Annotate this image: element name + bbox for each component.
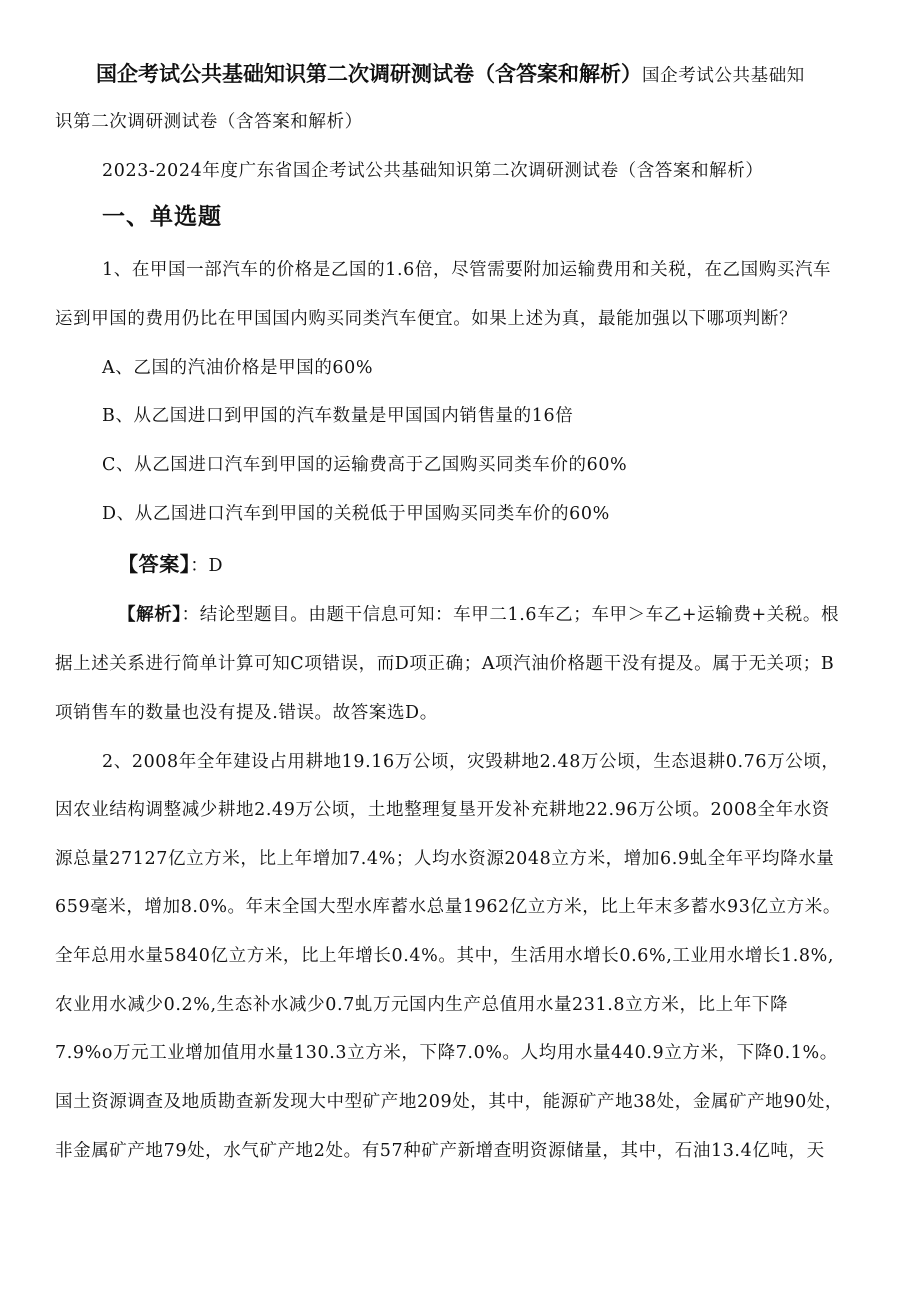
title-repeat-a: 国企考试公共基础知 [642,66,805,86]
q1-explanation-line-1 [118,603,839,627]
q2-line-5: 全年总用水量5840亿立方米，比上年增长0.4%。其中，生活用水增长0.6%,工业用水增长1.8%, [55,946,835,966]
answer-label: 【答案】 [118,552,191,576]
document-title [96,62,805,88]
title-main: 国企考试公共基础知识第二次调研测试卷（含答案和解析） [96,62,642,86]
q1-stem-line-1: 1、在甲国一部汽车的价格是乙国的1.6倍，尽管需要附加运输费用和关税，在乙国购买汽车 [102,260,832,280]
explanation-label: 【解析】 [118,605,182,625]
q2-line-7: 7.9%o万元工业增加值用水量130.3立方米，下降7.0%。人均用水量440.9立方米，下降0.1%。 [55,1043,838,1063]
q1-option-d: D、从乙国进口汽车到甲国的关税低于甲国购买同类车价的60% [102,504,610,524]
q1-answer [118,552,223,578]
q2-line-8: 国土资源调查及地质勘查新发现大中型矿产地209处，其中，能源矿产地38处，金属矿产地90处， [55,1092,844,1112]
explanation-text-1: ：结论型题目。由题干信息可知：车甲二1.6车乙；车甲＞车乙+运输费+关税。根 [181,605,840,625]
q1-option-a: A、乙国的汽油价格是甲国的60% [102,358,374,378]
q2-line-4: 659毫米，增加8.0%。年末全国大型水库蓄水总量1962亿立方米，比上年末多蓄水93亿立方米。 [55,897,841,917]
document-subtitle: 2023-2024年度广东省国企考试公共基础知识第二次调研测试卷（含答案和解析） [102,161,764,181]
section-heading: 一、单选题 [102,204,222,230]
q2-line-1: 2、2008年全年建设占用耕地19.16万公顷，灾毁耕地2.48万公顷，生态退耕0.76万公顷， [102,752,840,772]
q2-line-3: 源总量27127亿立方米，比上年增加7.4%；人均水资源2048立方米，增加6.9虬全年平均降水量 [55,849,835,869]
q1-option-c: C、从乙国进口汽车到甲国的运输费高于乙国购买同类车价的60% [102,455,628,475]
q1-stem-line-2: 运到甲国的费用仍比在甲国国内购买同类汽车便宜。如果上述为真，最能加强以下哪项判断？ [55,309,798,329]
q1-option-b: B、从乙国进口到甲国的汽车数量是甲国国内销售量的16倍 [102,406,574,426]
q2-line-6: 农业用水减少0.2%,生态补水减少0.7虬万元国内生产总值用水量231.8立方米，比上年下降 [55,995,789,1015]
answer-value: ：D [190,556,224,576]
q2-line-2: 因农业结构调整减少耕地2.49万公顷，土地整理复垦开发补充耕地22.96万公顷。2008全年水资 [55,800,830,820]
q2-line-9: 非金属矿产地79处，水气矿产地2处。有57种矿产新增查明资源储量，其中，石油13.4亿吨，天 [55,1141,825,1161]
q1-explanation-line-2: 据上述关系进行简单计算可知C项错误，而D项正确；A项汽油价格题干没有提及。属于无关项；B [55,654,835,674]
title-repeat-b: 识第二次调研测试卷（含答案和解析） [55,112,363,132]
q1-explanation-line-3: 项销售车的数量也没有提及.错误。故答案选D。 [55,703,438,723]
